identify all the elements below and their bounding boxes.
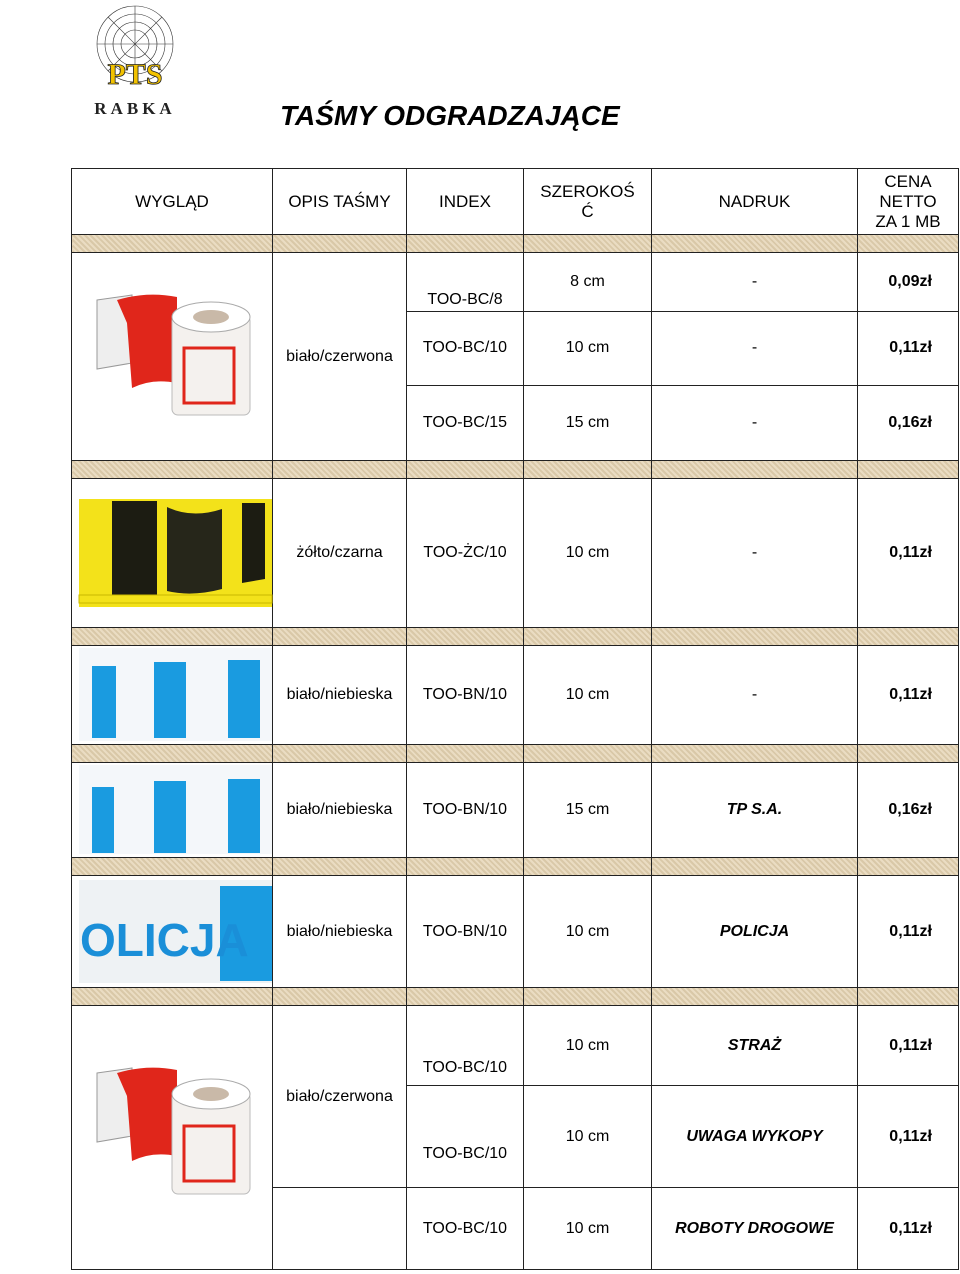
header-nadruk: NADRUK	[652, 169, 858, 235]
table-row	[72, 253, 959, 312]
cena-cell: 0,11zł	[858, 1006, 959, 1086]
header-index: INDEX	[407, 169, 524, 235]
table-row	[72, 479, 959, 628]
szerokosc-cell: 15 cm	[524, 385, 652, 460]
opis-cell: biało/czerwona	[273, 1006, 407, 1188]
index-cell: TOO-BN/10	[407, 763, 524, 858]
szerokosc-cell: 10 cm	[524, 1188, 652, 1270]
svg-text:RABKA: RABKA	[94, 99, 176, 118]
szerokosc-cell: 10 cm	[524, 646, 652, 745]
nadruk-cell: TP S.A.	[652, 763, 858, 858]
nadruk-cell: -	[652, 312, 858, 385]
tape-image-blue-white-tp	[72, 763, 273, 858]
separator-row	[72, 858, 959, 876]
opis-cell: biało/niebieska	[273, 646, 407, 745]
tape-image-blue-white	[72, 646, 273, 745]
pts-rabka-logo	[80, 2, 190, 120]
index-cell: TOO-BC/10	[407, 1188, 524, 1270]
tape-image-red-white	[72, 253, 273, 461]
cena-cell: 0,09zł	[858, 253, 959, 312]
index-cell: TOO-BN/10	[407, 646, 524, 745]
tape-image-red-white-printed	[72, 1006, 273, 1270]
opis-cell: żółto/czarna	[273, 479, 407, 628]
index-cell: TOO-BN/10	[407, 876, 524, 988]
separator-row	[72, 461, 959, 479]
svg-text:PTS: PTS	[107, 58, 163, 91]
index-cell: TOO-ŻC/10	[407, 479, 524, 628]
separator-row	[72, 745, 959, 763]
header-szerokosc: SZEROKOŚ Ć	[524, 169, 652, 235]
opis-cell: biało/czerwona	[273, 253, 407, 461]
cena-cell: 0,16zł	[858, 763, 959, 858]
szerokosc-cell: 10 cm	[524, 312, 652, 385]
separator-row	[72, 628, 959, 646]
policja-image-text: OLICJA	[80, 914, 249, 966]
cena-cell: 0,11zł	[858, 1188, 959, 1270]
cena-cell: 0,11zł	[858, 1086, 959, 1188]
table-row	[72, 1006, 959, 1086]
nadruk-cell: -	[652, 385, 858, 460]
separator-row	[72, 235, 959, 253]
opis-cell: biało/niebieska	[273, 876, 407, 988]
nadruk-cell: -	[652, 646, 858, 745]
header-wyglad: WYGLĄD	[72, 169, 273, 235]
nadruk-cell: -	[652, 253, 858, 312]
cena-cell: 0,11zł	[858, 646, 959, 745]
cena-cell: 0,11zł	[858, 479, 959, 628]
index-cell: TOO-BC/10	[407, 1006, 524, 1086]
nadruk-cell: UWAGA WYKOPY	[652, 1086, 858, 1188]
cena-cell: 0,11zł	[858, 876, 959, 988]
table-row	[72, 646, 959, 745]
szerokosc-cell: 10 cm	[524, 479, 652, 628]
szerokosc-cell: 10 cm	[524, 876, 652, 988]
page-title: TAŚMY ODGRADZAJĄCE	[280, 100, 620, 131]
nadruk-cell: STRAŻ	[652, 1006, 858, 1086]
table-row	[72, 876, 959, 988]
opis-cell-empty	[273, 1188, 407, 1270]
separator-row	[72, 988, 959, 1006]
tape-image-yellow-black	[72, 479, 273, 628]
index-cell: TOO-BC/15	[407, 385, 524, 460]
index-cell: TOO-BC/10	[407, 1086, 524, 1188]
header-row	[72, 169, 959, 235]
table-row	[72, 763, 959, 858]
nadruk-cell: POLICJA	[652, 876, 858, 988]
cena-cell: 0,16zł	[858, 385, 959, 460]
tape-image-policja	[72, 876, 273, 988]
szerokosc-cell: 10 cm	[524, 1086, 652, 1188]
index-cell: TOO-BC/10	[407, 312, 524, 385]
header-opis: OPIS TAŚMY	[273, 169, 407, 235]
cena-cell: 0,11zł	[858, 312, 959, 385]
nadruk-cell: ROBOTY DROGOWE	[652, 1188, 858, 1270]
szerokosc-cell: 10 cm	[524, 1006, 652, 1086]
price-table	[71, 168, 959, 1270]
index-cell: TOO-BC/8	[407, 253, 524, 312]
szerokosc-cell: 8 cm	[524, 253, 652, 312]
nadruk-cell: -	[652, 479, 858, 628]
opis-cell: biało/niebieska	[273, 763, 407, 858]
szerokosc-cell: 15 cm	[524, 763, 652, 858]
header-cena: CENA NETTO ZA 1 MB	[858, 169, 959, 235]
